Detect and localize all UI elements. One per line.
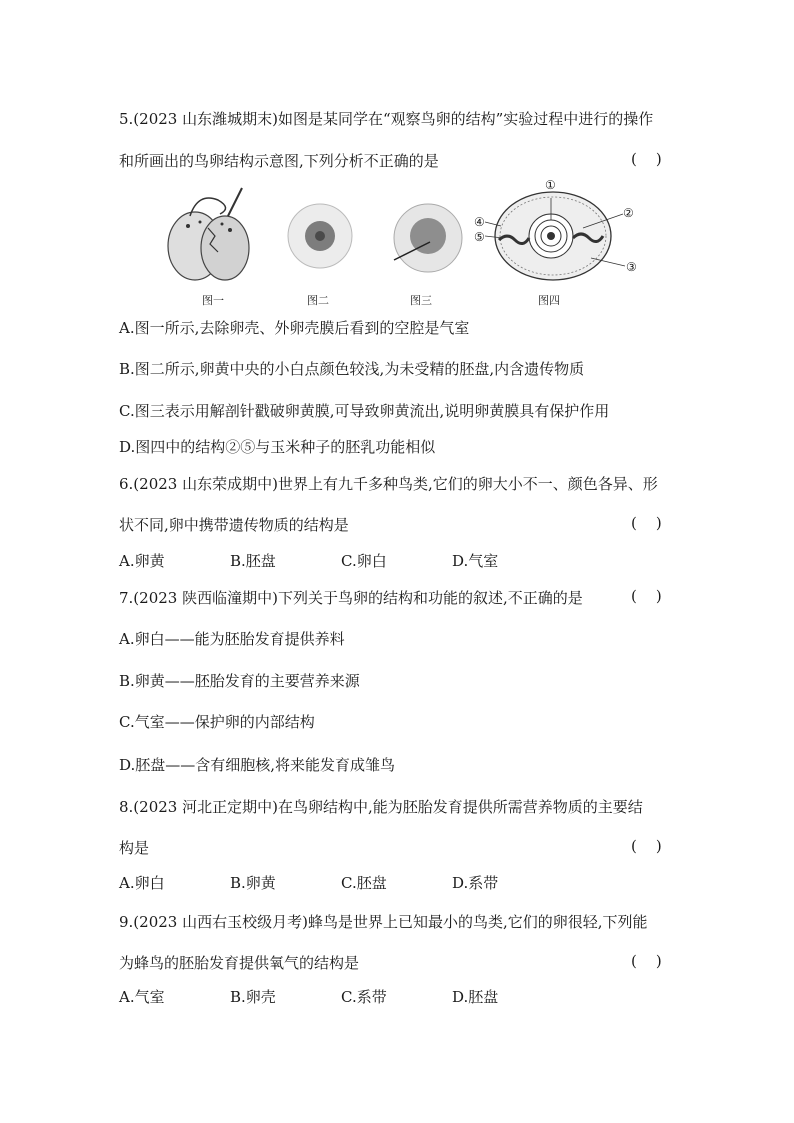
q5-option-b: B.图二所示,卵黄中央的小白点颜色较浅,为未受精的胚盘,内含遗传物质: [119, 360, 585, 378]
q5-figures: [160, 178, 640, 307]
q5-option-a: A.图一所示,去除卵壳、外卵壳膜后看到的空腔是气室: [119, 319, 470, 337]
q6-option-a: A.卵黄: [119, 552, 165, 570]
q6-answer-blank: ( ): [631, 514, 662, 532]
fig4-label-1: ①: [545, 178, 556, 192]
q9-answer-blank: ( ): [631, 952, 662, 970]
q8-stem-line2: 构是: [119, 839, 150, 857]
q5-option-d: D.图四中的结构②⑤与玉米种子的胚乳功能相似: [119, 438, 436, 456]
q7-option-c: C.气室——保护卵的内部结构: [119, 713, 315, 731]
fig4-label-4: ④: [474, 215, 485, 229]
fig3-caption: 图三: [410, 294, 432, 307]
q8-option-d: D.系带: [452, 874, 499, 892]
q6-stem-line1: 6.(2023 山东荣成期中)世界上有九千多种鸟类,它们的卵大小不一、颜色各异、形: [119, 475, 658, 493]
q7-option-d: D.胚盘——含有细胞核,将来能发育成雏鸟: [119, 756, 396, 774]
q9-option-c: C.系带: [341, 988, 387, 1006]
q8-option-b: B.卵黄: [230, 874, 276, 892]
fig4-label-3: ③: [626, 260, 637, 274]
yolk-figure: [285, 200, 355, 272]
q8-option-c: C.胚盘: [341, 874, 387, 892]
q7-stem: 7.(2023 陕西临潼期中)下列关于鸟卵的结构和功能的叙述,不正确的是: [119, 589, 583, 607]
fig2-caption: 图二: [307, 294, 329, 307]
fig1-caption: 图一: [202, 294, 224, 307]
egg-structure-diagram: [473, 178, 643, 290]
q6-stem-line2: 状不同,卵中携带遗传物质的结构是: [119, 516, 349, 534]
q9-stem-line2: 为蜂鸟的胚胎发育提供氧气的结构是: [119, 954, 360, 972]
q9-option-d: D.胚盘: [452, 988, 499, 1006]
q8-option-a: A.卵白: [119, 874, 165, 892]
yolk-pricked-figure: [388, 198, 468, 278]
q9-option-b: B.卵壳: [230, 988, 276, 1006]
egg-cracked-figure: [160, 178, 270, 290]
q7-option-a: A.卵白——能为胚胎发育提供养料: [119, 630, 345, 648]
q6-option-d: D.气室: [452, 552, 499, 570]
q8-stem-line1: 8.(2023 河北正定期中)在鸟卵结构中,能为胚胎发育提供所需营养物质的主要结: [119, 798, 643, 816]
q8-answer-blank: ( ): [631, 837, 662, 855]
q7-answer-blank: ( ): [631, 587, 662, 605]
q9-stem-line1: 9.(2023 山西右玉校级月考)蜂鸟是世界上已知最小的鸟类,它们的卵很轻,下列能: [119, 913, 648, 931]
q5-stem-line1: 5.(2023 山东潍城期末)如图是某同学在“观察鸟卵的结构”实验过程中进行的操作: [119, 110, 654, 128]
q7-option-b: B.卵黄——胚胎发育的主要营养来源: [119, 672, 360, 690]
q5-answer-blank: ( ): [631, 150, 662, 168]
q9-option-a: A.气室: [119, 988, 165, 1006]
q6-option-b: B.胚盘: [230, 552, 276, 570]
q6-option-c: C.卵白: [341, 552, 387, 570]
fig4-caption: 图四: [538, 294, 560, 307]
fig4-label-5: ⑤: [474, 230, 485, 244]
q5-stem-line2: 和所画出的鸟卵结构示意图,下列分析不正确的是: [119, 152, 439, 170]
fig4-label-2: ②: [623, 206, 634, 220]
q5-option-c: C.图三表示用解剖针戳破卵黄膜,可导致卵黄流出,说明卵黄膜具有保护作用: [119, 402, 610, 420]
